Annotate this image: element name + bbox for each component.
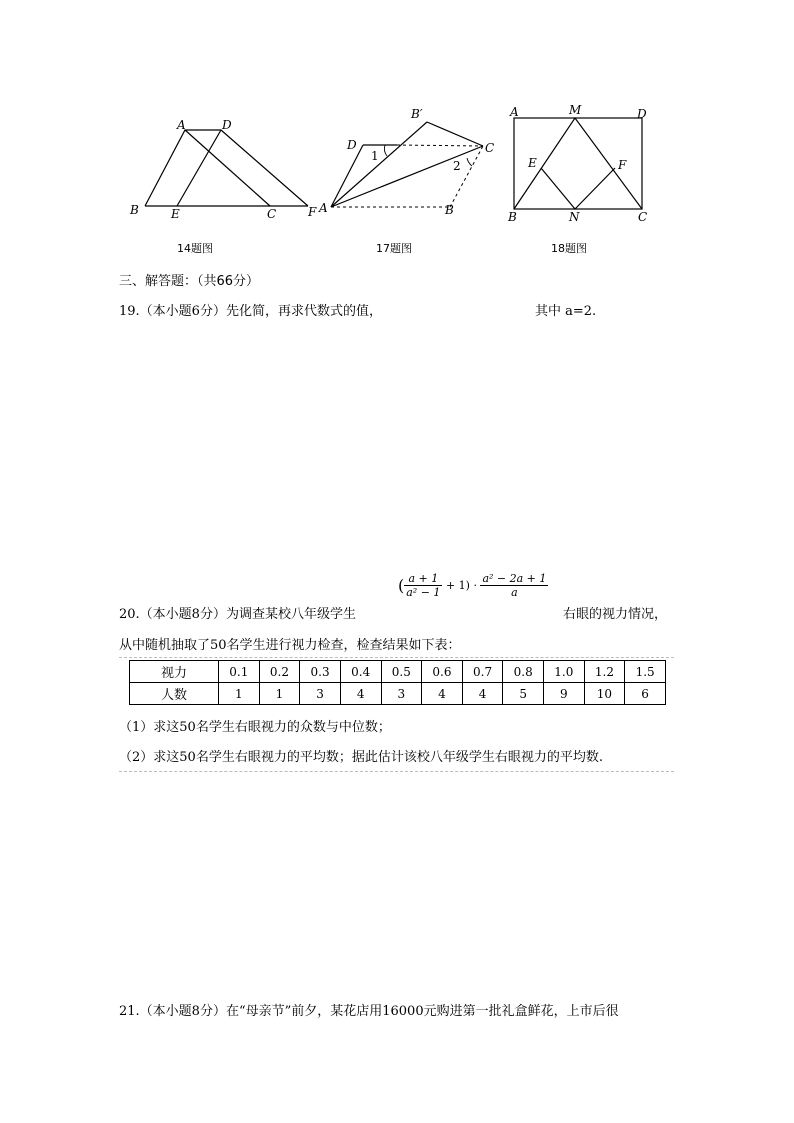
label-B: B [508,210,517,224]
formula-num-2: a² − 2a + 1 [482,572,547,585]
formula-num-1: a + 1 [404,572,442,586]
table-header-count: 人数 [130,683,219,705]
figure-14-caption: 14题图 [177,242,213,255]
label-angle-1: 1 [371,149,379,163]
formula-den-1: a² − 1 [406,586,441,599]
label-angle-2: 2 [453,159,461,173]
table-cell: 4 [462,683,503,705]
label-N: N [569,210,580,224]
formula-fraction-1 [404,572,442,599]
question-19-tail: 其中 a=2. [535,304,597,319]
label-C: C [638,210,648,224]
vision-table [129,660,666,705]
table-cell: 0.7 [462,661,503,683]
label-B: B [130,203,139,217]
label-C: C [267,207,277,221]
question-20-part2: （2）求这50名学生右眼视力的平均数；据此估计该校八年级学生右眼视力的平均数. [119,750,603,765]
formula-fraction-2 [480,572,548,599]
table-cell: 3 [300,683,341,705]
question-20-line2: 从中随机抽取了50名学生进行视力检查，检查结果如下表： [119,638,461,653]
table-cell: 0.6 [422,661,463,683]
table-cell: 0.2 [259,661,300,683]
table-cell: 0.4 [340,661,381,683]
table-cell: 1.5 [625,661,666,683]
table-cell: 1 [219,683,260,705]
divider-bottom [119,771,674,772]
table-cell: 0.5 [381,661,422,683]
table-cell: 0.3 [300,661,341,683]
section-title: 三、解答题：（共66分） [119,274,260,289]
figure-14 [120,110,320,235]
label-A: A [319,201,328,215]
label-F: F [308,205,317,219]
table-row [130,683,666,705]
table-cell: 1 [259,683,300,705]
table-cell: 3 [381,683,422,705]
formula-plus: + 1) [445,579,470,592]
formula-den-2: a [511,586,518,599]
table-cell: 9 [544,683,585,705]
label-D: D [222,118,232,132]
question-19: 19.（本小题6分）先化简，再求代数式的值， [119,304,382,319]
table-cell: 4 [422,683,463,705]
label-F: F [618,158,627,172]
table-cell: 1.0 [544,661,585,683]
question-20-line1: 20.（本小题8分）为调查某校八年级学生 [119,607,356,622]
label-Bprime: B′ [411,107,423,121]
table-cell: 10 [584,683,625,705]
label-A: A [510,105,519,119]
label-E: E [171,207,180,221]
table-cell: 6 [625,683,666,705]
figure-18 [500,100,660,225]
label-B: B [445,203,454,217]
figure-17 [315,100,505,225]
label-D: D [637,107,647,121]
formula-lparen: ( [398,576,405,595]
figure-18-caption: 18题图 [551,242,587,255]
formula [398,572,548,599]
label-A: A [177,118,186,132]
divider-top [119,657,674,658]
question-21: 21.（本小题8分）在“母亲节”前夕，某花店用16000元购进第一批礼盒鲜花，上市后很 [119,1004,619,1019]
table-cell: 0.8 [503,661,544,683]
figure-17-caption: 17题图 [376,242,412,255]
label-E: E [528,156,537,170]
table-cell: 0.1 [219,661,260,683]
question-20-part1: （1）求这50名学生右眼视力的众数与中位数； [119,720,391,735]
table-cell: 5 [503,683,544,705]
question-20-line1-tail: 右眼的视力情况， [563,607,668,622]
table-header-vision: 视力 [130,661,219,683]
table-cell: 4 [340,683,381,705]
label-D: D [347,138,357,152]
table-row [130,661,666,683]
label-C: C [485,141,495,155]
table-cell: 1.2 [584,661,625,683]
formula-dot: · [473,579,477,592]
label-M: M [569,103,582,117]
